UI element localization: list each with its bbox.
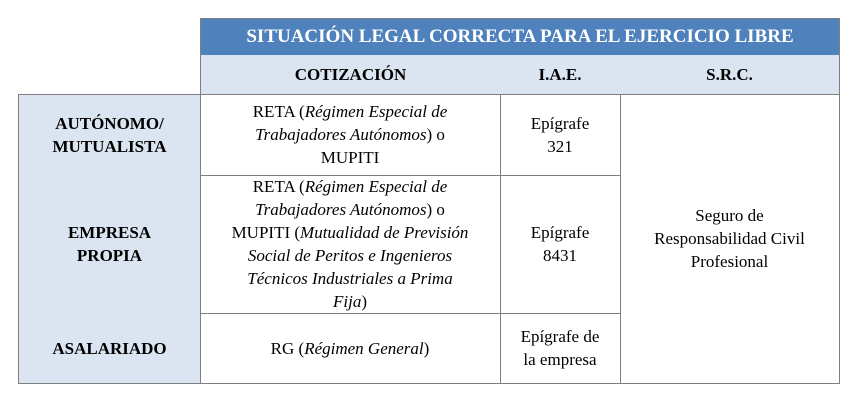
column-header-src: S.R.C. bbox=[620, 55, 840, 95]
cotizacion-empresa: RETA (Régimen Especial de Trabajadores Autónomos) o MUPITI (Mutualidad de Previsión Social de Peritos e Ingenieros Técnicos Industriales a Prima Fija) bbox=[200, 175, 501, 314]
row-header-autonomo: AUTÓNOMO/ MUTUALISTA bbox=[18, 94, 201, 176]
table-title-text: SITUACIÓN LEGAL CORRECTA PARA EL EJERCICIO LIBRE bbox=[246, 26, 794, 47]
column-header-cotizacion: COTIZACIÓN bbox=[200, 55, 501, 95]
row-header-empresa: EMPRESA PROPIA bbox=[18, 175, 201, 314]
iae-autonomo: Epígrafe 321 bbox=[500, 94, 621, 176]
cotizacion-asalariado: RG (Régimen General) bbox=[200, 313, 501, 384]
table-title bbox=[200, 18, 840, 56]
iae-asalariado: Epígrafe de la empresa bbox=[500, 313, 621, 384]
iae-empresa: Epígrafe 8431 bbox=[500, 175, 621, 314]
src-merged-cell: Seguro de Responsabilidad Civil Profesional bbox=[620, 94, 840, 384]
column-header-iae: I.A.E. bbox=[500, 55, 621, 95]
cotizacion-autonomo: RETA (Régimen Especial de Trabajadores Autónomos) o MUPITI bbox=[200, 94, 501, 176]
row-header-asalariado: ASALARIADO bbox=[18, 313, 201, 384]
